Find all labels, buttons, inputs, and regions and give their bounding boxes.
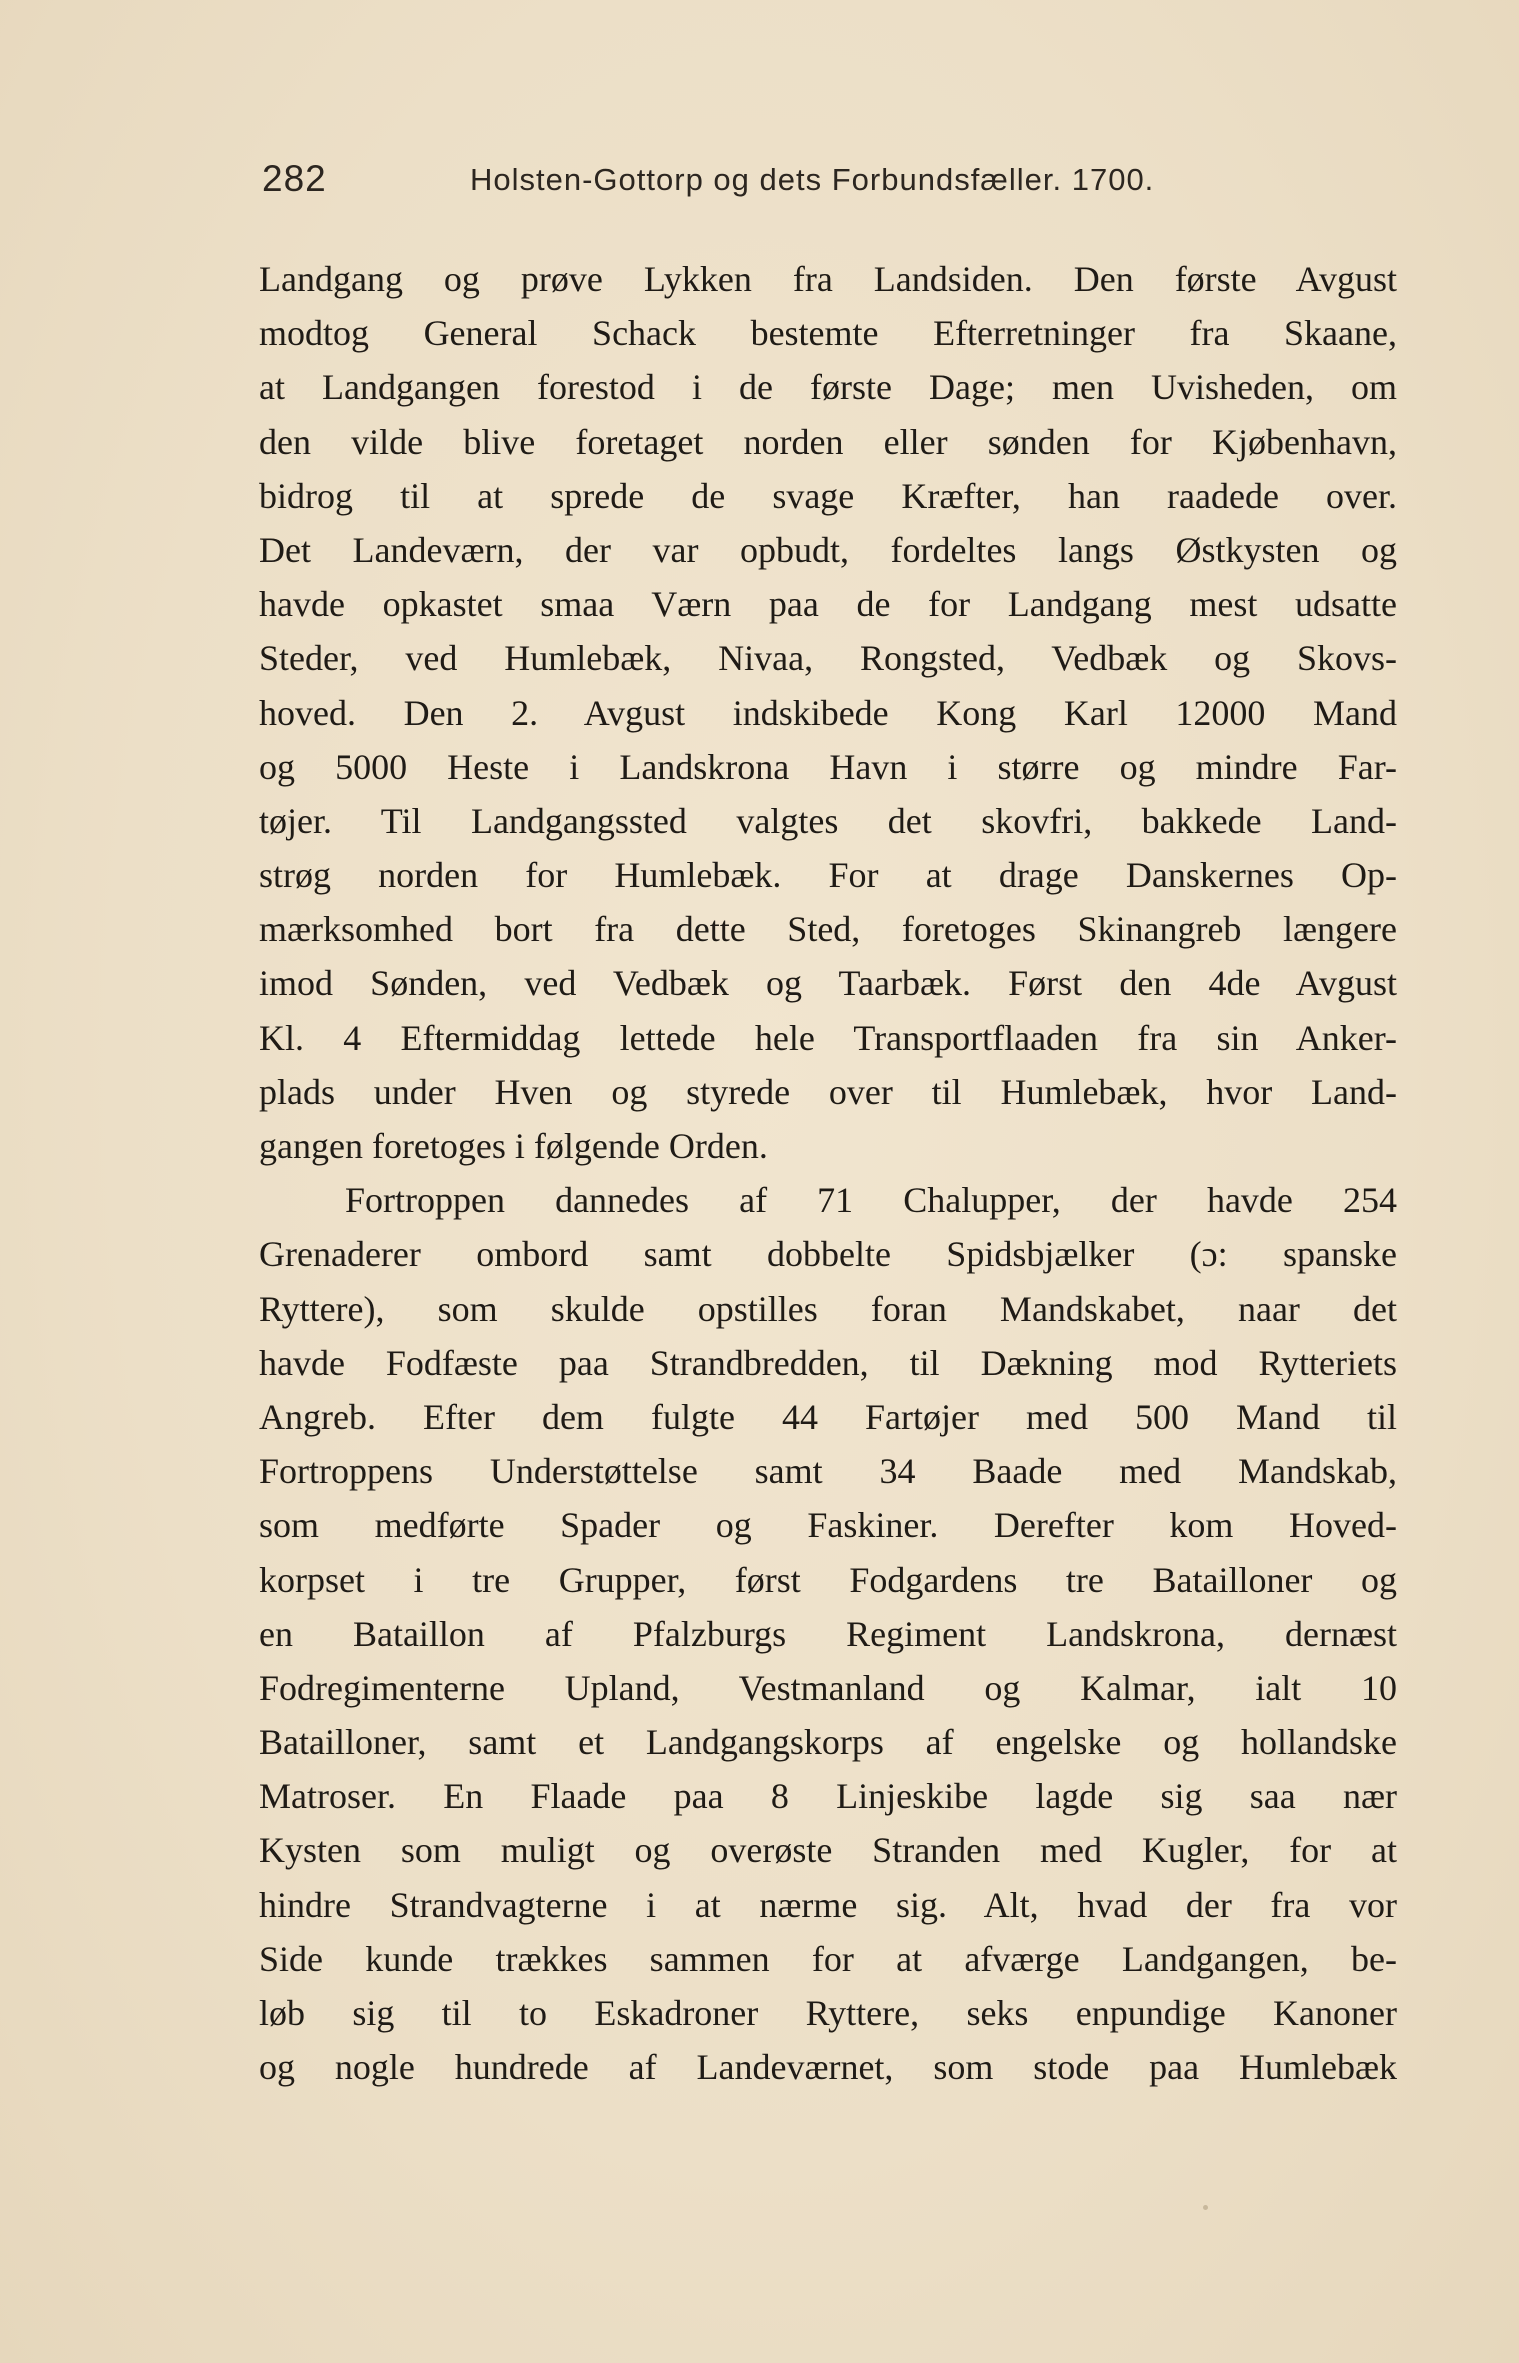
paragraph-start-line: Fortroppen dannedes af 71 Chalupper, der havde 254 (345, 1180, 1397, 1221)
text-line: Det Landeværn, der var opbudt, fordeltes langs Østkysten og (259, 529, 1397, 570)
text-line: imod Sønden, ved Vedbæk og Taarbæk. Først den 4de Avgust (259, 963, 1397, 1004)
paper-speck (1203, 2205, 1208, 2210)
page-number: 282 (262, 158, 327, 199)
text-line: den vilde blive foretaget norden eller sønden for Kjøbenhavn, (259, 421, 1397, 462)
text-line: at Landgangen forestod i de første Dage; men Uvisheden, om (259, 367, 1397, 408)
paragraph-end-line: gangen foretoges i følgende Orden. (259, 1126, 768, 1166)
text-line: løb sig til to Eskadroner Ryttere, seks enpundige Kanoner (259, 1993, 1397, 2033)
text-line: tøjer. Til Landgangssted valgtes det skovfri, bakkede Land- (259, 800, 1397, 841)
text-line: korpset i tre Grupper, først Fodgardens tre Batailloner og (259, 1559, 1397, 1600)
text-line: havde opkastet smaa Værn paa de for Landgang mest udsatte (259, 584, 1397, 625)
text-line: Grenaderer ombord samt dobbelte Spidsbjælker (ɔ: spanske (259, 1234, 1397, 1275)
text-line: mærksomhed bort fra dette Sted, foretoges Skinangreb længere (259, 909, 1397, 950)
text-line: Ryttere), som skulde opstilles foran Mandskabet, naar det (259, 1288, 1397, 1329)
text-line: Landgang og prøve Lykken fra Landsiden. Den første Avgust (259, 259, 1397, 299)
text-line: plads under Hven og styrede over til Humlebæk, hvor Land- (259, 1071, 1397, 1112)
page-header (262, 158, 1262, 214)
text-line: strøg norden for Humlebæk. For at drage Danskernes Op- (259, 855, 1397, 896)
text-line: og nogle hundrede af Landeværnet, som stode paa Humlebæk (259, 2047, 1397, 2088)
text-line: Matroser. En Flaade paa 8 Linjeskibe lagde sig saa nær (259, 1776, 1397, 1817)
text-line: modtog General Schack bestemte Efterretninger fra Skaane, (259, 313, 1397, 354)
body-text (259, 252, 1397, 2094)
text-line: Side kunde trækkes sammen for at afværge Landgangen, be- (259, 1938, 1397, 1979)
text-line: Fodregimenterne Upland, Vestmanland og Kalmar, ialt 10 (259, 1667, 1397, 1708)
text-line: bidrog til at sprede de svage Kræfter, han raadede over. (259, 475, 1397, 516)
text-line: hindre Strandvagterne i at nærme sig. Alt, hvad der fra vor (259, 1884, 1397, 1925)
text-line: hoved. Den 2. Avgust indskibede Kong Karl 12000 Mand (259, 692, 1397, 733)
text-line: havde Fodfæste paa Strandbredden, til Dækning mod Rytteriets (259, 1342, 1397, 1383)
text-line: og 5000 Heste i Landskrona Havn i større og mindre Far- (259, 746, 1397, 787)
text-line: som medførte Spader og Faskiner. Derefter kom Hoved- (259, 1505, 1397, 1546)
text-line: en Bataillon af Pfalzburgs Regiment Landskrona, dernæst (259, 1613, 1397, 1654)
text-line: Angreb. Efter dem fulgte 44 Fartøjer med 500 Mand til (259, 1396, 1397, 1437)
running-head: Holsten-Gottorp og dets Forbundsfæller. 1700. (470, 162, 1155, 197)
text-line: Kysten som muligt og overøste Stranden med Kugler, for at (259, 1830, 1397, 1871)
text-line: Batailloner, samt et Landgangskorps af engelske og hollandske (259, 1722, 1397, 1763)
text-line: Fortroppens Understøttelse samt 34 Baade med Mandskab, (259, 1451, 1397, 1492)
text-line: Steder, ved Humlebæk, Nivaa, Rongsted, Vedbæk og Skovs- (259, 638, 1397, 679)
text-line: Kl. 4 Eftermiddag lettede hele Transportflaaden fra sin Anker- (259, 1017, 1397, 1058)
